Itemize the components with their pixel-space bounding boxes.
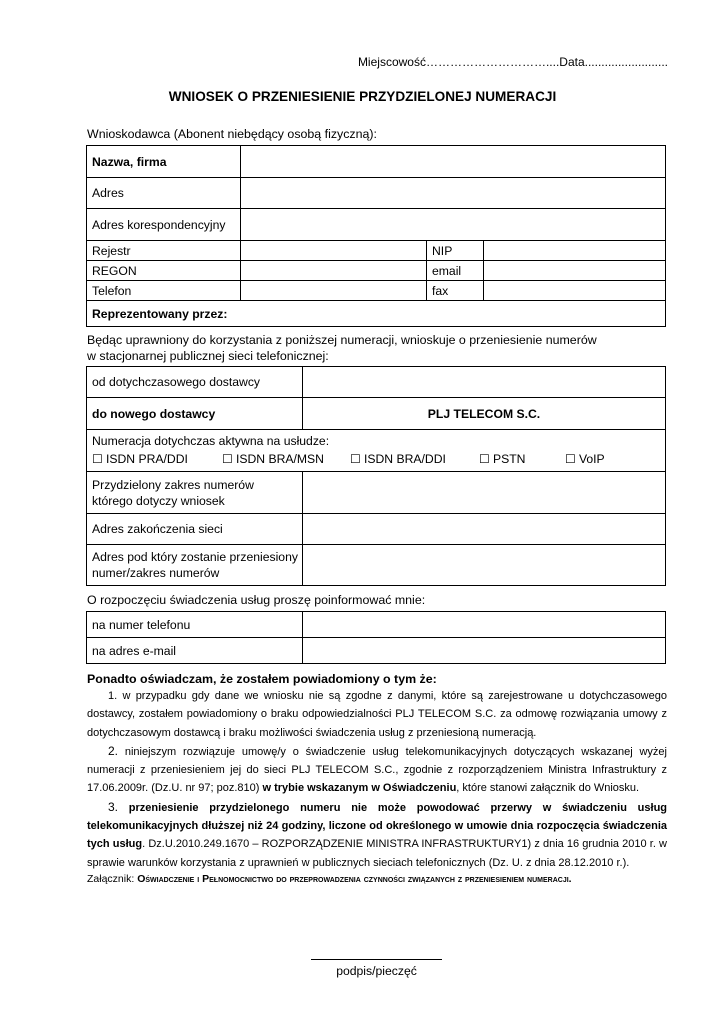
nip-field[interactable] [484,241,666,261]
address-field[interactable] [241,178,666,209]
applicant-table [86,145,666,327]
to-provider-label: do nowego dostawcy [87,398,303,430]
regon-label: REGON [87,261,241,281]
service-label: Numeracja dotychczas aktywna na usłudze: [92,434,330,448]
email-label: email [427,261,484,281]
checkbox-isdn-bra-msn[interactable]: ☐ ISDN BRA/MSN [222,452,324,466]
register-field[interactable] [241,241,427,261]
phone-field[interactable] [241,281,427,301]
address-label: Adres [87,178,241,209]
nip-label: NIP [427,241,484,261]
page-title: WNIOSEK O PRZENIESIENIE PRZYDZIELONEJ NUMERACJI [168,89,557,104]
from-provider-label: od dotychczasowego dostawcy [87,367,303,398]
checkbox-pstn[interactable]: ☐ PSTN [479,452,526,466]
phone-label: Telefon [87,281,241,301]
signature-label: podpis/pieczęć [336,964,417,978]
endpoint-field[interactable] [303,514,666,545]
attachment-label: Załącznik: [87,873,138,885]
range-field[interactable] [303,472,666,514]
declaration-item-2: 2. niniejszym rozwiązuje umowę/y o świadczenie usług telekomunikacyjnych dotyczących wskazanej wyżej numeracji z przeniesieniem jej do sieci PLJ TELECOM S.C., zgodnie z rozporządzeniem Ministra Infrastruktury z 17.06.2009r. (Dz.U. nr 97; poz.810) w trybie wskazanym w Oświadczeniu, które stanowi załącznik do Wniosku. [87,743,667,795]
name-label: Nazwa, firma [87,146,241,178]
to-provider-value: PLJ TELECOM S.C. [303,398,666,430]
representative-field[interactable]: Reprezentowany przez: [87,301,666,327]
declaration-list [87,687,667,872]
signature-line[interactable] [311,959,442,960]
request-intro-line2: w stacjonarnej publicznej sieci telefonicznej: [87,349,329,363]
notify-email-label: na adres e-mail [87,638,303,664]
notify-email-field[interactable] [303,638,666,664]
declaration-item-1: 1. w przypadku gdy dane we wniosku nie są zgodne z danymi, które są zarejestrowane u dotychczasowego dostawcy, zostałem powiadomiony o braku odpowiedzialności PLJ TELECOM S.C. za odmowę rozwiązania umowy z dotychczasowym dostawcą i braku możliwości świadczenia usług z przeniesioną numeracją. [87,690,667,739]
port-address-label: Adres pod który zostanie przeniesiony numer/zakres numerów [87,545,303,586]
checkbox-isdn-pra-ddi[interactable]: ☐ ISDN PRA/DDI [92,452,188,466]
range-label: Przydzielony zakres numerów którego dotyczy wniosek [87,472,303,514]
register-label: Rejestr [87,241,241,261]
port-address-field[interactable] [303,545,666,586]
applicant-heading: Wnioskodawca (Abonent niebędący osobą fizyczną): [87,127,377,141]
attachment-text: Oświadczenie i Pełnomocnictwo do przeprowadzenia czynności związanych z przeniesieniem numeracji. [137,873,572,885]
corr-address-label: Adres korespondencyjny [87,209,241,241]
notify-table [86,611,666,664]
declaration-heading: Ponadto oświadczam, że zostałem powiadomiony o tym że: [87,672,437,686]
notify-heading: O rozpoczęciu świadczenia usług proszę poinformować mnie: [87,593,426,607]
email-field[interactable] [484,261,666,281]
request-intro-line1: Będąc uprawniony do korzystania z poniższej numeracji, wnioskuje o przeniesienie numerów [87,333,597,347]
checkbox-isdn-bra-ddi[interactable]: ☐ ISDN BRA/DDI [350,452,446,466]
declaration-item-3: 3. przeniesienie przydzielonego numeru nie może powodować przerwy w świadczeniu usług telekomunikacyjnych dłuższej niż 24 godziny, liczone od określonego w umowie dnia rozpoczęcia świadczenia tych usług. Dz.U.2010.249.1670 – ROZPORZĄDZENIE MINISTRA INFRASTRUKTURY1) z dnia 16 grudnia 2010 r. w sprawie warunków korzystania z uprawnień w publicznych sieciach telefonicznych (Dz. U. z dnia 28.12.2010 r.). [87,799,668,869]
notify-phone-field[interactable] [303,612,666,638]
from-provider-field[interactable] [303,367,666,398]
regon-field[interactable] [241,261,427,281]
endpoint-label: Adres zakończenia sieci [87,514,303,545]
attachment-line [87,873,572,885]
name-field[interactable] [241,146,666,178]
request-table [86,366,666,586]
checkbox-voip[interactable]: ☐ VoIP [565,452,605,466]
notify-phone-label: na numer telefonu [87,612,303,638]
fax-field[interactable] [484,281,666,301]
fax-label: fax [427,281,484,301]
corr-address-field[interactable] [241,209,666,241]
place-date-line: Miejscowość…………………………....Data......................... [357,55,668,69]
